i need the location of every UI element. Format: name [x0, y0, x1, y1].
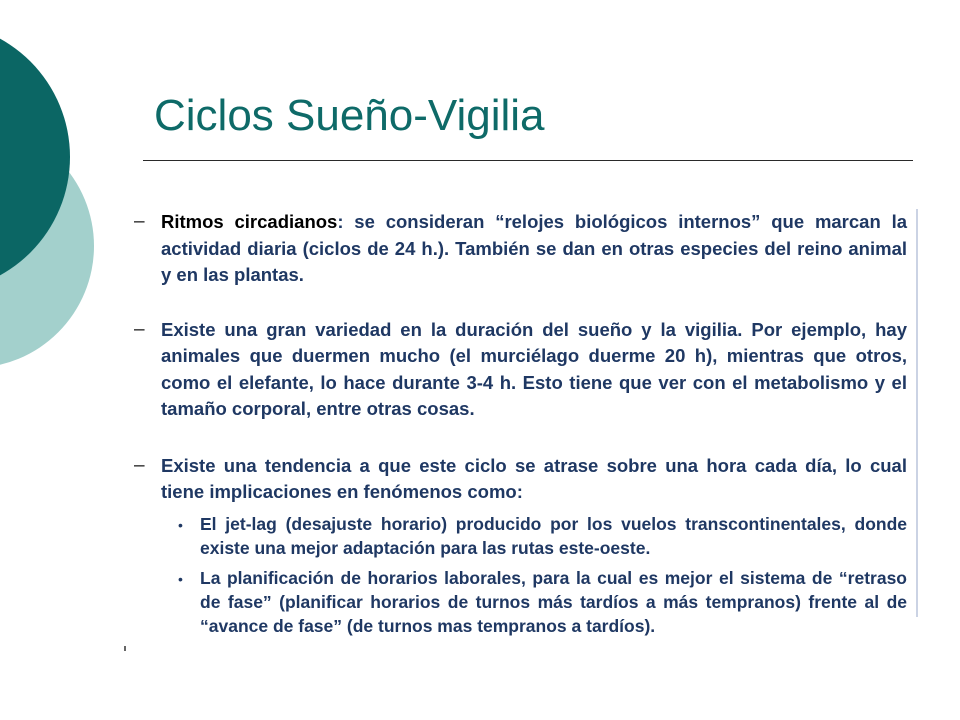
- dash-bullet: –: [134, 211, 145, 232]
- dash-bullet: –: [134, 318, 145, 340]
- round-bullet: •: [178, 570, 183, 587]
- item-text: [161, 209, 907, 289]
- term-label: Ritmos circadianos: [161, 211, 338, 232]
- content-border-line: [916, 209, 918, 617]
- corner-mark: [124, 646, 126, 651]
- sub-item-schedules: [116, 566, 918, 638]
- term-description: : se consideran “relojes biológicos internos” que marcan la actividad diaria (ciclos de 24 h.). También se dan en otras especies del reino animal y en las plantas.: [161, 211, 907, 285]
- slide-content: [116, 209, 918, 654]
- dash-bullet: –: [134, 454, 145, 476]
- sub-list: [116, 512, 918, 638]
- round-bullet: •: [178, 516, 183, 533]
- sub-item-text: El jet-lag (desajuste horario) producido por los vuelos transcontinentales, donde existe una mejor adaptación para las rutas este-oeste.: [200, 513, 907, 558]
- list-item-variety: [116, 317, 918, 423]
- item-text: Existe una tendencia a que este ciclo se atrase sobre una hora cada día, lo cual tiene implicaciones en fenómenos como:: [161, 454, 907, 502]
- slide-title: Ciclos Sueño-Vigilia: [154, 91, 545, 140]
- list-item-circadian: [116, 209, 918, 289]
- title-divider: [143, 160, 913, 161]
- list-item-tendency: [116, 453, 918, 638]
- sub-item-jetlag: [116, 512, 918, 560]
- sub-item-text: La planificación de horarios laborales, para la cual es mejor el sistema de “retraso de fase” (planificar horarios de turnos más tardíos a más tempranos) frente al de “avance de fase” (de turnos mas tempranos a tardíos).: [200, 567, 907, 636]
- item-text: Existe una gran variedad en la duración del sueño y la vigilia. Por ejemplo, hay animales que duermen mucho (el murciélago duerme 20 h), mientras que otros, como el elefante, lo hace durante 3-4 h. Esto tiene que ver con el metabolismo y el tamaño corporal, entre otras cosas.: [161, 318, 907, 419]
